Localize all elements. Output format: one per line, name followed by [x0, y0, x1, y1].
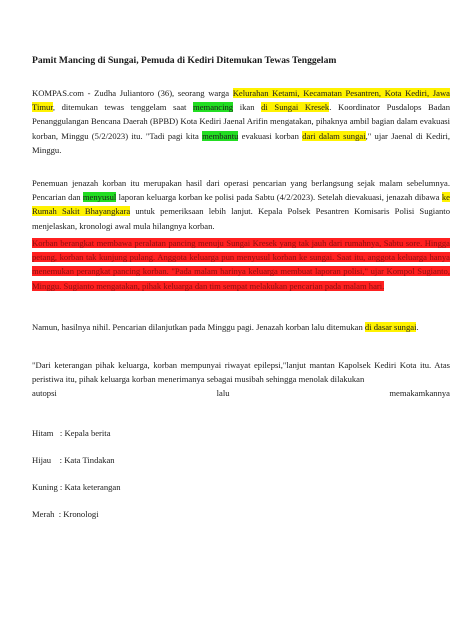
- word-memakamkannya: memakamkannya: [389, 388, 450, 399]
- article-title: Pamit Mancing di Sungai, Pemuda di Kediri Ditemukan Tewas Tenggelam: [32, 55, 337, 66]
- highlight-green: memancing: [193, 102, 234, 113]
- paragraph-1: [32, 86, 450, 157]
- legend-item-black: Hitam : Kepala berita: [32, 428, 111, 438]
- text-run: Penemuan jenazah korban itu merupakan hasil dari operasi pencarian yang berlangsung sejak malam sebelumnya. Pencarian dan: [32, 178, 450, 203]
- justified-last-line: [32, 386, 450, 400]
- paragraph-3-chronology: [32, 236, 450, 293]
- text-run: ikan: [233, 102, 262, 113]
- text-run: laporan keluarga korban ke polisi pada Sabtu (4/2/2023). Setelah dievakuasi, jenazah dibawa: [116, 192, 442, 203]
- paragraph-2: [32, 176, 450, 233]
- text-run: ," ujar Jaenal di Kediri, Minggu.: [32, 130, 451, 155]
- text-run: evakuasi korban: [238, 130, 303, 141]
- highlight-green: menyusul: [82, 192, 117, 203]
- text-run: , ditemukan tewas tenggelam saat: [52, 102, 194, 113]
- highlight-green: membantu: [202, 130, 239, 141]
- text-run: . Koordinator Pusdalops Badan Penanggulangan Bencana Daerah (BPBD) Kota Kediri Jaenal Arifin mengatakan, pihaknya ambil bagian dalam evakuasi korban, Minggu (5/2/2023) itu. "Tadi pagi kita: [32, 102, 451, 141]
- paragraph-4: [32, 320, 450, 334]
- text-run: untuk pemeriksaan lebih lanjut. Kepala Polsek Pesantren Komisaris Polisi Sugianto menjelaskan, kronologi awal mula hilangnya korban.: [32, 206, 450, 231]
- word-lalu: lalu: [216, 388, 230, 399]
- highlight-yellow: di dasar sungai: [364, 322, 417, 332]
- paragraph-5: [32, 358, 450, 401]
- highlight-yellow: ke Rumah Sakit Bhayangkara: [32, 192, 450, 217]
- legend-item-yellow: Kuning : Kata keterangan: [32, 482, 121, 492]
- text-run: KOMPAS.com - Zudha Juliantoro (36), seorang warga: [32, 88, 233, 98]
- highlight-yellow: Kelurahan Ketami, Kecamatan Pesantren, Kota Kediri, Jawa Timur: [32, 88, 450, 113]
- word-autopsi: autopsi: [32, 388, 57, 399]
- text-run: "Dari keterangan pihak keluarga, korban mempunyai riwayat epilepsi,"lanjut mantan Kapolsek Kediri Kota itu. Atas peristiwa itu, pihak keluarga korban menerimanya sebagai musibah sehingga menolak dilakukan: [32, 360, 450, 385]
- highlight-yellow: dari dalam sungai: [302, 130, 366, 141]
- highlight-red: Korban berangkat membawa peralatan pancing menuju Sungai Kresek yang tak jauh dari rumahnya, Sabtu sore. Hingga petang, korban tak kunjung pulang. Anggota keluarga pun menyusul korban ke sungai. Saat itu, anggota keluarga hanya menemukan perangkat pancing korban. "Pada malam harinya keluarga membuat laporan polisi," ujar Kompol Sugianto, Minggu. Sugianto mengatakan, pihak keluarga dan tim sempat melakukan pencarian pada malam hari.: [32, 238, 450, 291]
- text-run: Namun, hasilnya nihil. Pencarian dilanjutkan pada Minggu pagi. Jenazah korban lalu ditemukan: [32, 322, 365, 332]
- highlight-yellow: di Sungai Kresek: [261, 102, 330, 113]
- text-run: .: [416, 322, 419, 332]
- legend-item-red: Merah : Kronologi: [32, 509, 99, 519]
- legend-item-green: Hijau : Kata Tindakan: [32, 455, 115, 465]
